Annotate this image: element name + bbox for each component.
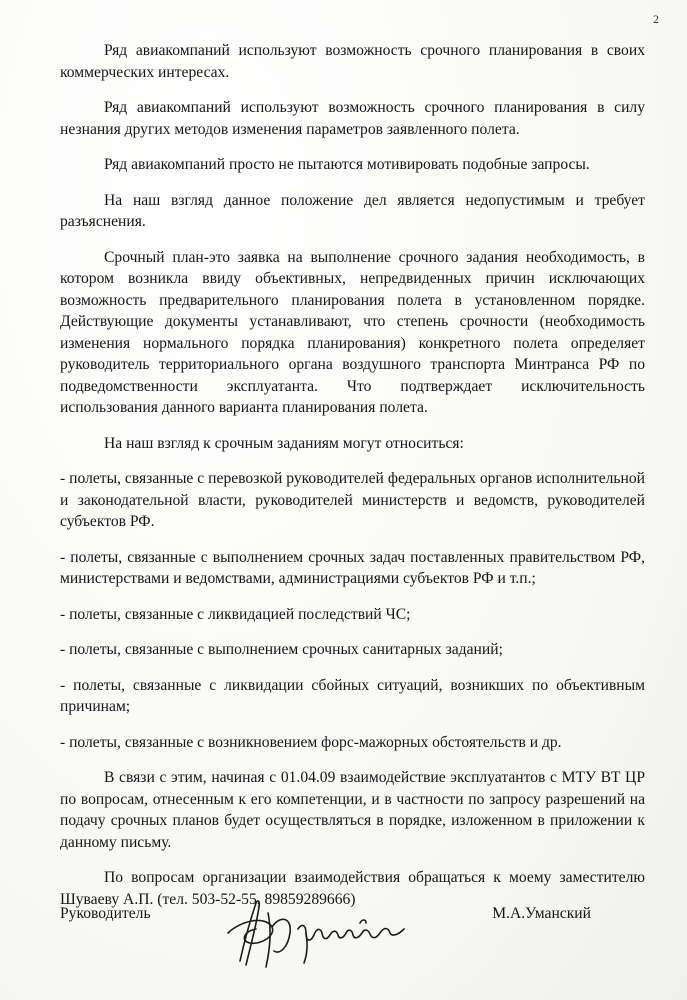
list-item: - полеты, связанные с ликвидации сбойных ситуаций, возникших по объективным причинам; [60,676,645,715]
signer-title: Руководитель [60,905,151,922]
paragraph-5: Срочный план-это заявка на выполнение срочного задания необходимость, в котором возникла ввиду объективных, непредвиденных причин исключающих возможность предварительного планирования полета в установленном порядке. Действующие документы устанавливают, что степень срочности (необходимость изменения нормального порядка планирования) конкретного полета определяет руководитель территориального органа воздушного транспорта Минтранса РФ по подведомственности эксплуатанта. Что подтверждает исключительность использования данного варианта планирования полета. [60,248,645,416]
signer-name: М.А.Уманский [492,905,591,922]
list-item: - полеты, связанные с выполнением срочных задач поставленных правительством РФ, министерствами и ведомствами, администрациями субъектов РФ и т.п.; [60,548,645,587]
signature-block [60,905,645,975]
paragraph-4: На наш взгляд данное положение дел является недопустимым и требует разъяснения. [60,191,645,230]
list-item: - полеты, связанные с ликвидацией последствий ЧС; [60,605,411,623]
list-item: - полеты, связанные с перевозкой руководителей федеральных органов исполнительной и законодательной власти, руководителей министерств и ведомств, руководителей субъектов РФ. [60,470,645,530]
paragraph-3: Ряд авиакомпаний просто не пытаются мотивировать подобные запросы. [104,156,590,173]
list-item: - полеты, связанные с возникновением форс-мажорных обстоятельств и др. [60,733,562,751]
handwritten-signature [210,893,430,973]
paragraph-2: Ряд авиакомпаний используют возможность срочного планирования в силу незнания других методов изменения параметров заявленного полета. [60,99,645,138]
paragraph-1: Ряд авиакомпаний используют возможность срочного планирования в своих коммерческих интересах. [60,42,645,81]
closing-paragraph-1: В связи с этим, начиная с 01.04.09 взаимодействие эксплуатантов с МТУ ВТ ЦР по вопросам, отнесенным к его компетенции, и в частности по запросу разрешений на подачу срочных планов будет осуществляться в порядке, изложенном в приложении к данному письму. [60,769,645,851]
closing-paragraph-2: По вопросам организации взаимодействия обращаться к моему заместителю Шуваеву А.П. (тел. 503-52-55, 89859289666) [60,869,645,908]
paragraph-6: На наш взгляд к срочным заданиям могут относиться: [104,434,464,452]
list-item: - полеты, связанные с выполнением срочных санитарных заданий; [60,641,503,658]
page-number: 2 [653,12,659,26]
